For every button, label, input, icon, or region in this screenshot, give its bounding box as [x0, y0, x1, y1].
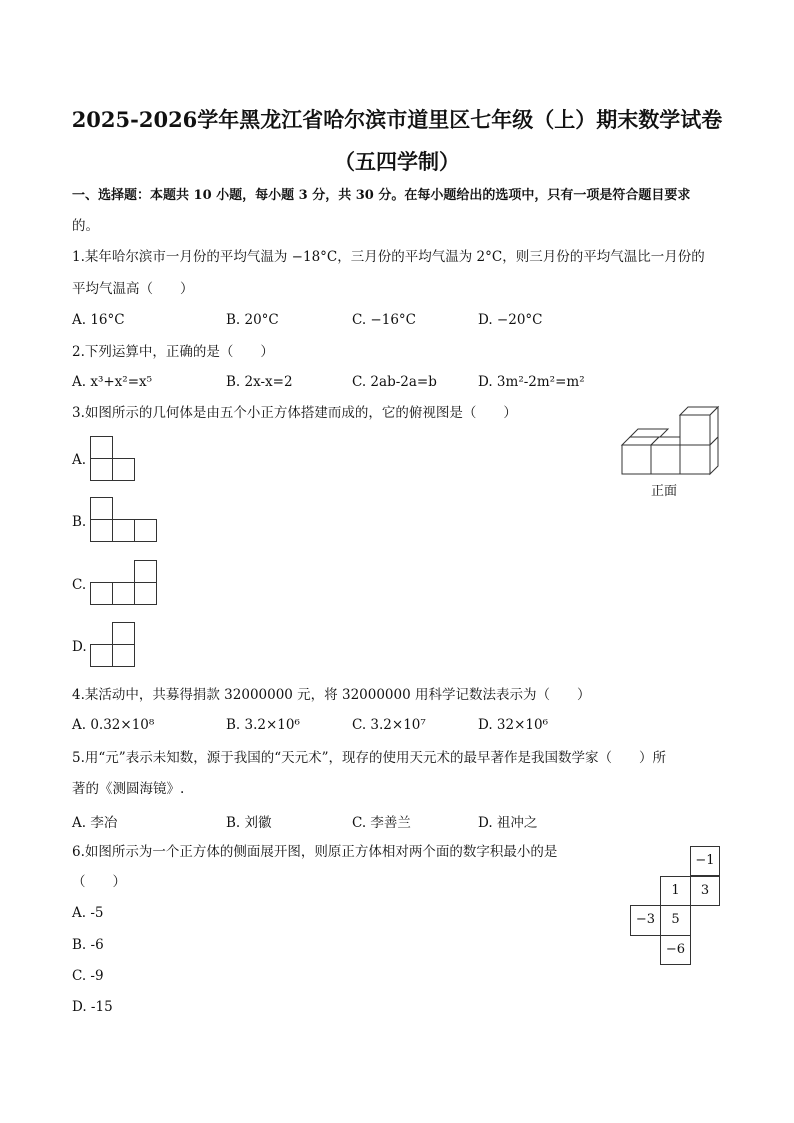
option-d[interactable]: D. [72, 639, 87, 655]
option-a[interactable]: A. 16°C [72, 312, 125, 328]
question-text: 下列运算中，正确的是（ ） [84, 344, 274, 360]
question-text: 用“元”表示未知数，源于我国的“天元术”，现存的使用天元术的最早著作是我国数学家（ ）所 [84, 750, 666, 766]
option-b[interactable]: B. 刘徽 [226, 815, 272, 831]
page-title: 2025-2026学年黑龙江省哈尔滨市道里区七年级（上）期末数学试卷 [71, 107, 723, 132]
option-c[interactable]: C. 李善兰 [352, 815, 411, 831]
question-5-cont: 著的《测圆海镜》. [72, 781, 185, 797]
option-d[interactable]: D. 32×10⁶ [478, 717, 549, 733]
question-number: 5. [72, 750, 85, 766]
option-c[interactable]: C. 3.2×10⁷ [352, 717, 426, 733]
net-face: −1 [690, 846, 720, 876]
question-3 [72, 404, 517, 422]
question-text: 如图所示的几何体是由五个小正方体搭建而成的，它的俯视图是（ ） [84, 405, 517, 421]
net-face: 1 [660, 876, 691, 906]
option-a[interactable]: A. 李冶 [72, 815, 118, 831]
net-face: 3 [690, 876, 720, 906]
question-number: 3. [72, 405, 85, 421]
question-1-cont: 平均气温高（ ） [72, 281, 194, 297]
option-b[interactable]: B. -6 [72, 937, 104, 953]
question-6 [72, 843, 557, 861]
question-1 [72, 248, 705, 266]
question-6-cont: （ ） [72, 874, 126, 890]
option-a[interactable]: A. 0.32×10⁸ [72, 717, 155, 733]
question-number: 2. [72, 344, 85, 360]
question-number: 1. [72, 249, 85, 265]
question-text: 某活动中，共募得捐款 32000000 元，将 32000000 用科学记数法表示为（ ） [84, 687, 591, 703]
section-header: 一、选择题：本题共 10 小题，每小题 3 分，共 30 分。在每小题给出的选项中，只有一项是符合题目要求 [72, 188, 691, 203]
option-c[interactable]: C. 2ab-2a=b [352, 374, 437, 390]
section-header-cont: 的。 [72, 218, 99, 234]
option-d[interactable]: D. 祖冲之 [478, 815, 538, 831]
option-d[interactable]: D. 3m²-2m²=m² [478, 374, 585, 390]
net-face: 5 [660, 905, 691, 936]
option-a[interactable]: A. x³+x²=x⁵ [72, 374, 153, 390]
question-4 [72, 686, 590, 704]
cube-stack-figure [618, 400, 728, 480]
option-b[interactable]: B. 2x-x=2 [226, 374, 293, 390]
question-2 [72, 343, 274, 361]
figure-caption: 正面 [651, 484, 678, 499]
option-a[interactable]: A. [72, 452, 87, 468]
net-face: −3 [630, 905, 661, 936]
option-d[interactable]: D. −20°C [478, 312, 543, 328]
option-b[interactable]: B. [72, 514, 87, 530]
option-b[interactable]: B. 20°C [226, 312, 279, 328]
question-number: 6. [72, 844, 85, 860]
page-subtitle: （五四学制） [334, 149, 460, 174]
question-5 [72, 749, 666, 767]
option-b[interactable]: B. 3.2×10⁶ [226, 717, 300, 733]
option-c[interactable]: C. −16°C [352, 312, 416, 328]
question-text: 某年哈尔滨市一月份的平均气温为 −18°C，三月份的平均气温为 2°C，则三月份的平均气温比一月份的 [84, 249, 705, 265]
option-c[interactable]: C. [72, 577, 87, 593]
question-number: 4. [72, 687, 85, 703]
question-text: 如图所示为一个正方体的侧面展开图，则原正方体相对两个面的数字积最小的是 [84, 844, 558, 860]
option-a[interactable]: A. -5 [72, 905, 104, 921]
option-c[interactable]: C. -9 [72, 968, 104, 984]
option-d[interactable]: D. -15 [72, 999, 113, 1015]
net-face: −6 [660, 935, 691, 965]
